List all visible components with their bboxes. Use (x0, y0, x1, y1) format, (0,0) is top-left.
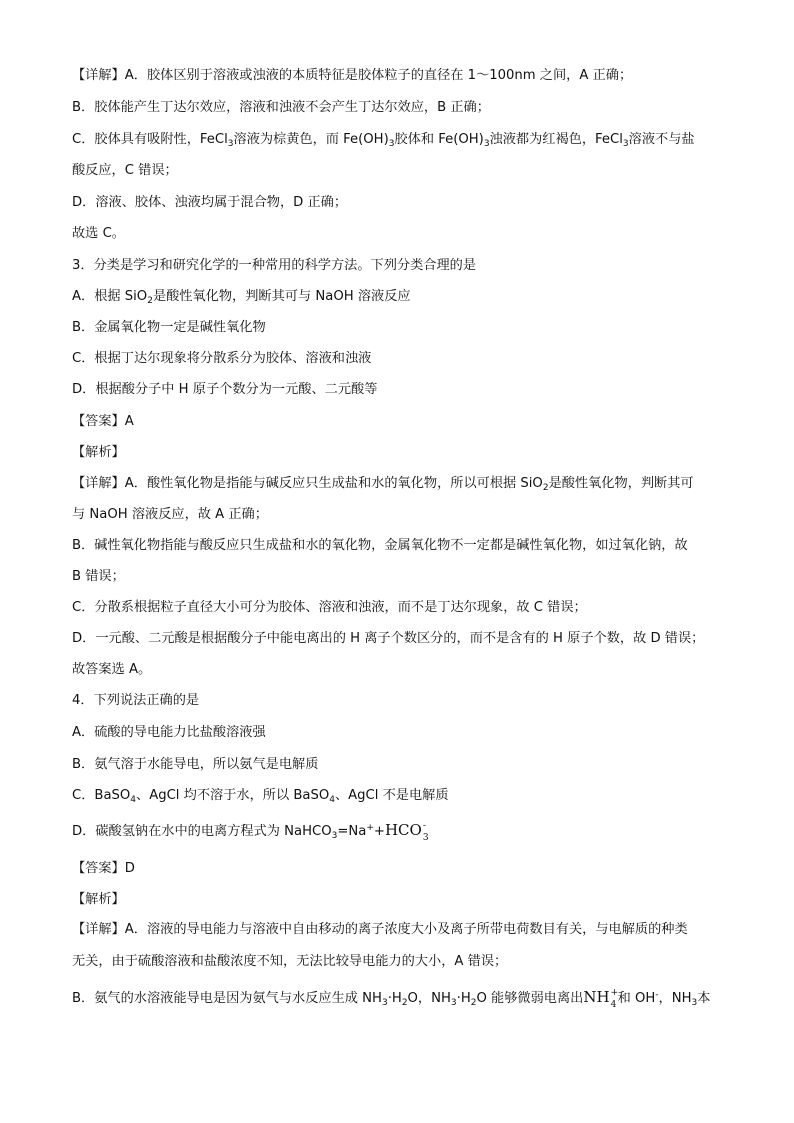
text-span: 、AgCl 均不溶于水，所以 BaSO (136, 788, 330, 803)
text-span: 溶液为棕黄色，而 Fe(OH) (233, 132, 389, 147)
text-span: C．胶体具有吸附性，FeCl (72, 132, 228, 147)
text-line (72, 537, 727, 555)
subscript: 3 (227, 139, 234, 149)
text-line (72, 475, 727, 493)
text-line (72, 921, 727, 939)
text-line (72, 953, 727, 971)
text-span: B．氨气溶于水能导电，所以氨气是电解质 (72, 757, 319, 772)
text-span: O 能够微弱电离出 (476, 991, 584, 1006)
subscript: 2 (147, 296, 153, 306)
text-line (72, 661, 727, 679)
subscript: 3 (691, 998, 698, 1008)
option-d (72, 821, 727, 841)
text-line (72, 225, 727, 243)
text-span: 浊液都为红褐色，FeCl (489, 132, 623, 147)
text-line (72, 506, 727, 524)
text-span: + (373, 824, 385, 839)
option-a (72, 724, 727, 742)
text-span: 胶体和 Fe(OH) (394, 132, 484, 147)
ion-formula: HCO (384, 821, 422, 839)
subscript: 3 (388, 139, 395, 149)
text-line (72, 162, 727, 180)
ion-subscript: 3 (422, 833, 429, 843)
analysis-label (72, 891, 727, 909)
text-span: =Na (337, 824, 367, 839)
text-span: D．根据酸分子中 H 原子个数分为一元酸、二元酸等 (72, 382, 378, 397)
option-c (72, 350, 727, 368)
subscript: 3 (622, 139, 629, 149)
text-span: 是酸性氧化物，判断其可与 NaOH 溶液反应 (152, 289, 411, 304)
text-span: B．金属氧化物一定是碱性氧化物 (72, 320, 266, 335)
text-span: C．分散系根据粒子直径大小可分为胶体、溶液和浊液，而不是丁达尔现象，故 C 错误； (72, 600, 587, 615)
ion-script (422, 821, 430, 843)
text-line (72, 67, 727, 85)
question-3-stem (72, 257, 727, 275)
ion-script (610, 988, 619, 1010)
superscript: + (366, 823, 374, 833)
text-span: D．溶液、胶体、浊液均属于混合物，D 正确； (72, 195, 348, 210)
text-span: A．硫酸的导电能力比盐酸溶液强 (72, 725, 266, 740)
answer-label (72, 860, 727, 878)
option-c (72, 787, 727, 805)
text-span: 4．下列说法正确的是 (72, 693, 200, 708)
ion-charge: - (422, 821, 426, 831)
option-b (72, 756, 727, 774)
text-span: ·H (387, 991, 402, 1006)
subscript: 3 (331, 831, 338, 841)
text-span: 、AgCl 不是电解质 (334, 788, 449, 803)
text-span: O，NH (407, 991, 451, 1006)
subscript: 4 (130, 795, 137, 805)
subscript: 3 (381, 998, 388, 1008)
text-span: B．胶体能产生丁达尔效应，溶液和浊液不会产生丁达尔效应，B 正确； (72, 100, 490, 115)
subscript: 2 (401, 998, 408, 1008)
text-span: B 错误； (72, 569, 125, 584)
text-line (72, 568, 727, 586)
text-span: 和 OH (617, 991, 656, 1006)
text-span: 【详解】A．溶液的导电能力与溶液中自由移动的离子浓度大小及离子所带电荷数目有关，与电解质的种类 (72, 922, 688, 937)
text-span: 【详解】A．酸性氧化物是指能与碱反应只生成盐和水的氧化物，所以可根据 SiO (72, 476, 543, 491)
text-span: 本 (697, 991, 711, 1006)
subscript: 3 (483, 139, 490, 149)
text-line (72, 131, 727, 149)
subscript: 2 (470, 998, 477, 1008)
text-span: B．碱性氧化物指能与酸反应只生成盐和水的氧化物，金属氧化物不一定都是碱性氧化物，如过氧化钠，故 (72, 538, 688, 553)
text-line (72, 99, 727, 117)
text-span: 无关，由于硫酸溶液和盐酸浓度不知，无法比较导电能力的大小，A 错误； (72, 954, 508, 969)
option-d (72, 381, 727, 399)
text-line (72, 630, 727, 648)
text-span: 【答案】A (72, 414, 134, 429)
subscript: 3 (450, 998, 457, 1008)
text-line (72, 599, 727, 617)
text-span: C．BaSO (72, 788, 131, 803)
text-span: D．一元酸、二元酸是根据酸分子中能电离出的 H 离子个数区分的，而不是含有的 H 原子个数，故 D 错误； (72, 631, 705, 646)
text-line (72, 194, 727, 212)
text-span: C．根据丁达尔现象将分散系分为胶体、溶液和浊液 (72, 351, 372, 366)
text-span: 【详解】A．胶体区别于溶液或浊液的本质特征是胶体粒子的直径在 1～100nm 之间，A 正确； (72, 68, 633, 83)
option-a (72, 288, 727, 306)
question-4-stem (72, 692, 727, 710)
text-span: 溶液不与盐 (628, 132, 695, 147)
text-span: ，NH (658, 991, 692, 1006)
text-span: 故答案选 A。 (72, 662, 152, 677)
option-b (72, 319, 727, 337)
text-span: B．氨气的水溶液能导电是因为氨气与水反应生成 NH (72, 991, 382, 1006)
text-span: A．根据 SiO (72, 289, 148, 304)
superscript: - (655, 990, 659, 1000)
text-line (72, 988, 727, 1008)
subscript: 4 (329, 795, 335, 805)
text-span: 是酸性氧化物，判断其可 (548, 476, 694, 491)
ion-formula: NH (583, 988, 610, 1006)
subscript: 2 (542, 483, 549, 493)
ion-charge: + (610, 988, 619, 998)
text-span: ·H (456, 991, 471, 1006)
hco3-ion (384, 821, 430, 843)
nh4-ion (583, 988, 619, 1010)
analysis-label (72, 444, 727, 462)
answer-label (72, 413, 727, 431)
text-span: 【解析】 (72, 445, 125, 460)
text-span: 酸反应，C 错误； (72, 163, 178, 178)
text-span: 【解析】 (72, 892, 125, 907)
text-span: 3．分类是学习和研究化学的一种常用的科学方法。下列分类合理的是 (72, 258, 477, 273)
ion-subscript: 4 (610, 1000, 617, 1010)
text-span: D．碳酸氢钠在水中的电离方程式为 NaHCO (72, 824, 332, 839)
text-span: 与 NaOH 溶液反应，故 A 正确； (72, 507, 268, 522)
text-span: 【答案】D (72, 861, 135, 876)
text-span: 故选 C。 (72, 226, 125, 241)
